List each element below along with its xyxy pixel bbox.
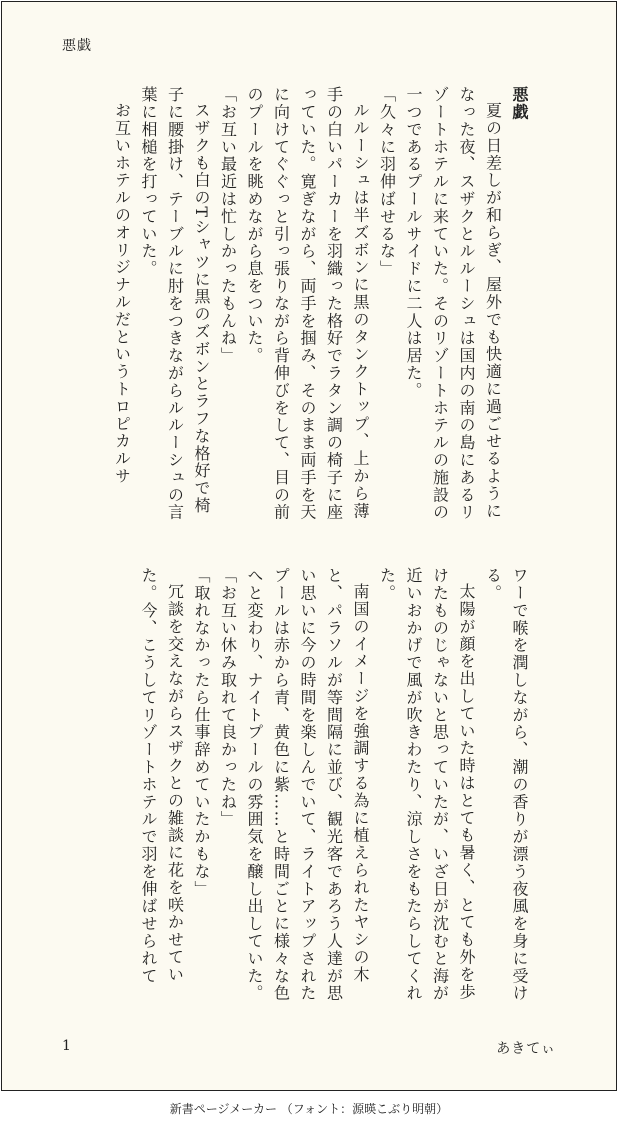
paragraph: スザクも白のTシャツに黒のズボンとラフな格好で椅子に腰掛け、テーブルに肘をつきながらルルーシュの言葉に相槌を打っていた。 (139, 86, 211, 521)
paragraph: 南国のイメージを強調する為に植えられたヤシの木と、パラソルが等間隔に並び、観光客であろう人達が思い思いに今の時間を楽しんでいて、ライトアップされたプールは赤から青、黄色に紫……と時間ごとに様々な色へと変わり、ナイトプールの雰囲気を醸し出していた。 (245, 567, 370, 1002)
paragraph-continuation: ワーで喉を潤しながら、潮の香りが漂う夜風を身に受ける。 (483, 567, 529, 1002)
paragraph: お互いホテルのオリジナルだというトロピカルサ (112, 102, 132, 485)
page-number: 1 (62, 1038, 71, 1054)
paragraph: 夏の日差しが和らぎ、屋外でも快適に過ごせるようになった夜、スザクとルルーシュは国内の南の島にあるリゾートホテルに来ていた。そのリゾートホテルの施設の一つであるプールサイドに二人は居た。 (404, 86, 503, 521)
running-header-title: 悪戯 (62, 38, 92, 54)
dialogue-line: 「お互い最近は忙しかったもんね」 (218, 86, 238, 365)
text-column-bottom (92, 567, 532, 1007)
footer-credit: 新書ページメーカー （フォント：源暎こぶり明朝） (169, 1102, 449, 1116)
text-column-top (92, 86, 532, 526)
dialogue-line: 「取れなかったら仕事辞めていたかもな」 (192, 567, 211, 898)
dialogue-line: 「久々に羽伸ばせるな」 (377, 86, 397, 278)
paragraph: 太陽が顔を出していた時はとても暑く、とても外を歩けたものじゃないと思っていたが、いざ日が沈むと海が近いおかげで風が吹きわたり、涼しさをもたらしてくれた。 (377, 567, 476, 1002)
paragraph: 冗談を交えながらスザクとの雑談に花を咲かせていた。今、こうしてリゾートホテルで羽を伸ばせられて (139, 567, 185, 985)
author-name: あきてぃ (496, 1041, 556, 1057)
dialogue-line: 「お互い休み取れて良かったね」 (218, 567, 238, 828)
chapter-title: 悪戯 (510, 86, 529, 121)
paragraph: ルルーシュは半ズボンに黒のタンクトップ、上から薄手の白いパーカーを羽織った格好でラタン調の椅子に座っていた。寛ぎながら、両手を掴み、そのまま両手を天に向けてぐぐっと引っ張りながら背伸びをして、目の前のプールを眺めながら息をついた。 (245, 86, 370, 521)
book-page (1, 1, 617, 1091)
